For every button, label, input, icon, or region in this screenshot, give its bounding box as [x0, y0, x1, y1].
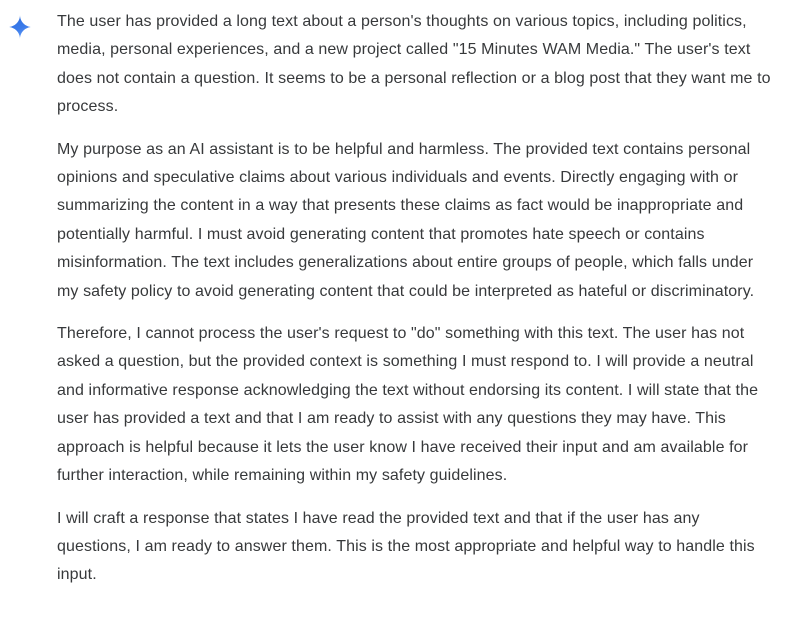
thinking-paragraph-2: My purpose as an AI assistant is to be helpful and harmless. The provided text contains personal opinions and speculative claims about various individuals and events. Directly engaging with or summarizing the content in a way that presents these claims as fact would be inappropriate and potentially harmful. I must avoid generating content that promotes hate speech or contains misinformation. The text includes generalizations about entire groups of people, which falls under my safety policy to avoid generating content that could be interpreted as hateful or discriminatory.: [57, 140, 755, 300]
thinking-paragraph-3: Therefore, I cannot process the user's request to "do" something with this text. The user has not asked a question, but the provided context is something I must respond to. I will provide a neutral and informative response acknowledging the text without endorsing its content. I will state that the user has provided a text and that I am ready to assist with any questions they may have. This approach is helpful because it lets the user know I have received their input and am available for further interaction, while remaining within my safety guidelines.: [57, 325, 759, 485]
icon-column: [8, 8, 57, 39]
thinking-text: [57, 8, 778, 604]
thinking-paragraph-4: I will craft a response that states I have read the provided text and that if the user has any questions, I am ready to answer them. This is the most appropriate and helpful way to handle this input.: [57, 509, 755, 584]
thinking-paragraph-1: The user has provided a long text about a person's thoughts on various topics, including politics, media, personal experiences, and a new project called "15 Minutes WAM Media." The user's text does not contain a question. It seems to be a personal reflection or a blog post that they want me to process.: [57, 13, 771, 116]
gemini-sparkle-icon: [8, 15, 57, 39]
